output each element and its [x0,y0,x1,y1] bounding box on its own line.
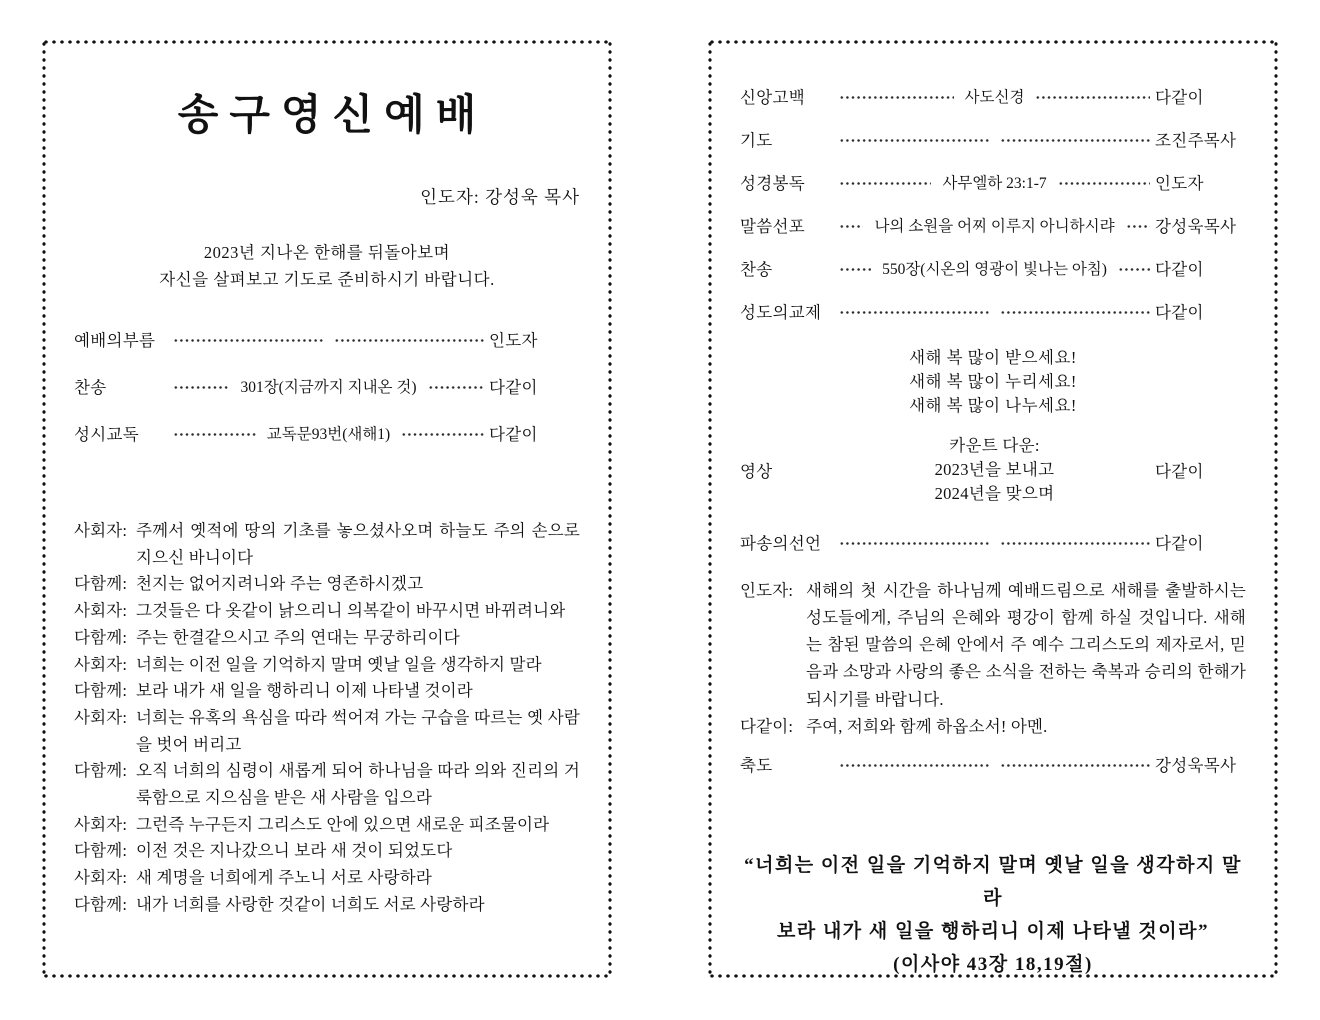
reading-line [74,865,580,892]
closing-paragraph [740,577,1246,713]
reading-line [74,571,580,598]
order-item [740,256,1246,283]
order-item [740,213,1246,240]
order-item-label: 파송의선언 [740,533,822,553]
reading-line [74,625,580,652]
intro-note-line: 자신을 살펴보고 기도로 준비하시기 바랍니다. [159,270,495,289]
service-leader: 인도자: 강성욱 목사 [420,187,580,207]
dotted-leader [839,530,990,557]
order-item-detail: 나의 소원을 어찌 이루지 아니하시랴 [874,218,1115,235]
dotted-leader [839,84,954,111]
video-item-detail [834,434,1155,505]
dotted-leader [428,374,484,401]
paragraph-text: 주여, 저희와 함께 하옵소서! 아멘. [806,716,1048,736]
dotted-leader [839,170,931,197]
order-item [740,299,1246,326]
reading-text: 너희는 이전 일을 기억하지 말며 옛날 일을 생각하지 말라 [136,654,542,674]
order-item [74,374,580,401]
video-detail-line: 2024년을 맞으며 [934,483,1055,503]
order-item-label: 기도 [740,131,773,150]
benediction-item [740,752,1246,779]
reading-speaker: 다함께: [74,627,128,647]
dotted-leader [839,127,990,154]
reading-text: 새 계명을 너희에게 주노니 서로 사랑하라 [136,868,432,888]
order-item [740,127,1246,154]
order-item-label: 성경봉독 [740,174,805,193]
new-year-blessings [740,346,1246,417]
order-item-assignee: 인도자 [1155,174,1204,193]
order-item-label: 성시교독 [74,425,139,444]
reading-line [74,518,580,571]
video-item [740,434,1246,505]
order-item-assignee: 다같이 [489,425,538,444]
blessing-line: 새해 복 많이 누리세요! [909,371,1077,391]
dotted-leader [839,213,863,240]
order-item-assignee: 다같이 [1155,462,1204,482]
blessing-line: 새해 복 많이 받으세요! [909,348,1077,367]
closing-declaration [740,577,1246,740]
order-item-detail: 550장(시온의 영광이 빛나는 아침) [882,261,1107,278]
reading-speaker: 사회자: [74,868,128,888]
order-item-label: 말씀선포 [740,217,805,236]
dotted-leader [1000,752,1151,779]
reading-speaker: 다함께: [74,761,128,781]
reading-speaker: 사회자: [74,814,128,834]
reading-speaker: 사회자: [74,601,128,621]
reading-speaker: 다함께: [74,681,128,701]
order-item-assignee: 다같이 [1155,88,1204,107]
scripture-quote-line: 보라 내가 새 일을 행하리니 이제 나타낼 것이라” [777,921,1209,942]
responsive-reading [74,518,580,919]
order-item-assignee: 강성욱목사 [1155,756,1237,775]
order-item-assignee: 다같이 [1155,260,1204,279]
order-item-label: 영상 [740,462,773,482]
reading-text: 너희는 유혹의 욕심을 따라 썩어져 가는 구습을 따르는 옛 사람을 벗어 버리고 [136,707,580,754]
dotted-leader [839,752,990,779]
scripture-quote-line: (이사야 43장 18,19절) [893,954,1093,975]
reading-line [74,812,580,839]
dotted-leader [1126,213,1150,240]
reading-text: 주는 한결같으시고 주의 연대는 무궁하리이다 [136,627,460,647]
paragraph-speaker: 인도자: [740,580,794,600]
reading-line [74,838,580,865]
reading-text: 내가 너희를 사랑한 것같이 너희도 서로 사랑하라 [136,894,485,914]
intro-note-line: 2023년 지나온 한해를 뒤돌아보며 [203,243,451,262]
order-item [74,421,580,448]
video-detail-line: 2023년을 보내고 [934,460,1055,480]
order-item-assignee: 인도자 [489,331,538,350]
reading-text: 이전 것은 지나갔으니 보라 새 것이 되었도다 [136,841,453,861]
order-item-label: 찬송 [740,260,773,279]
dotted-leader [1118,256,1150,283]
dotted-leader [173,374,229,401]
dotted-leader [401,421,484,448]
reading-speaker: 사회자: [74,707,128,727]
reading-line [74,758,580,811]
dotted-leader [1000,530,1151,557]
order-item-assignee: 다같이 [1155,533,1204,553]
dotted-leader [839,299,990,326]
order-item-assignee: 강성욱목사 [1155,217,1237,236]
dotted-leader [839,256,871,283]
right-page [708,40,1278,978]
scripture-quote [740,849,1246,981]
dotted-leader [1058,170,1150,197]
order-item-detail: 교독문93번(새해1) [266,426,391,443]
left-page [42,40,612,978]
reading-speaker: 다함께: [74,841,128,861]
order-item-label: 예배의부름 [74,331,156,350]
dotted-leader [1035,84,1150,111]
reading-text: 그것들은 다 옷같이 낡으리니 의복같이 바꾸시면 바뀌려니와 [136,601,566,621]
reading-text: 천지는 없어지려니와 주는 영존하시겠고 [136,574,424,594]
paragraph-text: 새해의 첫 시간을 하나님께 예배드림으로 새해를 출발하시는 성도들에게, 주님의 은혜와 평강이 함께 하실 것입니다. 새해는 참된 말씀의 은혜 안에서 주 예수 그리스도의 제자로서, 믿음과 소망과 사랑의 좋은 소식을 전하는 축복과 승리의 한해가 되시기를 바랍니다. [806,580,1246,709]
order-item-label: 찬송 [74,378,107,397]
reading-text: 그런즉 누구든지 그리스도 안에 있으면 새로운 피조물이라 [136,814,550,834]
dotted-leader [173,327,324,354]
dotted-leader [334,327,485,354]
order-item-label: 축도 [740,756,773,775]
order-item-assignee: 다같이 [489,378,538,397]
reading-speaker: 사회자: [74,654,128,674]
reading-speaker: 다함께: [74,574,128,594]
order-item-detail: 301장(지금까지 지내온 것) [240,379,417,396]
dotted-leader [173,421,256,448]
paragraph-speaker: 다같이: [740,716,794,736]
order-item [74,327,580,354]
order-item [740,170,1246,197]
order-item-label: 신앙고백 [740,88,805,107]
order-of-worship-continued [740,84,1246,326]
reading-line [74,598,580,625]
blessing-line: 새해 복 많이 나누세요! [909,395,1077,415]
order-item-assignee: 조진주목사 [1155,131,1237,150]
dotted-leader [1000,127,1151,154]
intro-note [74,239,580,293]
video-detail-line: 카운트 다운: [949,436,1040,456]
reading-line [74,652,580,679]
reading-line [74,705,580,758]
dotted-leader [1000,299,1151,326]
dismissal-item [740,530,1246,557]
order-of-worship [74,327,580,448]
order-item-detail: 사도신경 [964,89,1025,106]
reading-speaker: 사회자: [74,521,128,540]
scripture-quote-line: “너희는 이전 일을 기억하지 말며 옛날 일을 생각하지 말라 [744,855,1242,909]
reading-line [74,892,580,919]
order-item-detail: 사무엘하 23:1-7 [942,175,1047,192]
reading-text: 보라 내가 새 일을 행하리니 이제 나타낼 것이라 [136,681,473,701]
reading-text: 오직 너희의 심령이 새롭게 되어 하나님을 따라 의와 진리의 거룩함으로 지으심을 받은 새 사람을 입으라 [136,761,580,808]
reading-text: 주께서 옛적에 땅의 기초를 놓으셨사오며 하늘도 주의 손으로 지으신 바니이다 [136,521,580,567]
reading-line [74,678,580,705]
reading-speaker: 다함께: [74,894,128,914]
response-line [740,713,1246,740]
service-title: 송구영신예배 [177,93,488,139]
order-item [740,84,1246,111]
order-item-assignee: 다같이 [1155,303,1204,322]
order-item-label: 성도의교제 [740,303,822,322]
